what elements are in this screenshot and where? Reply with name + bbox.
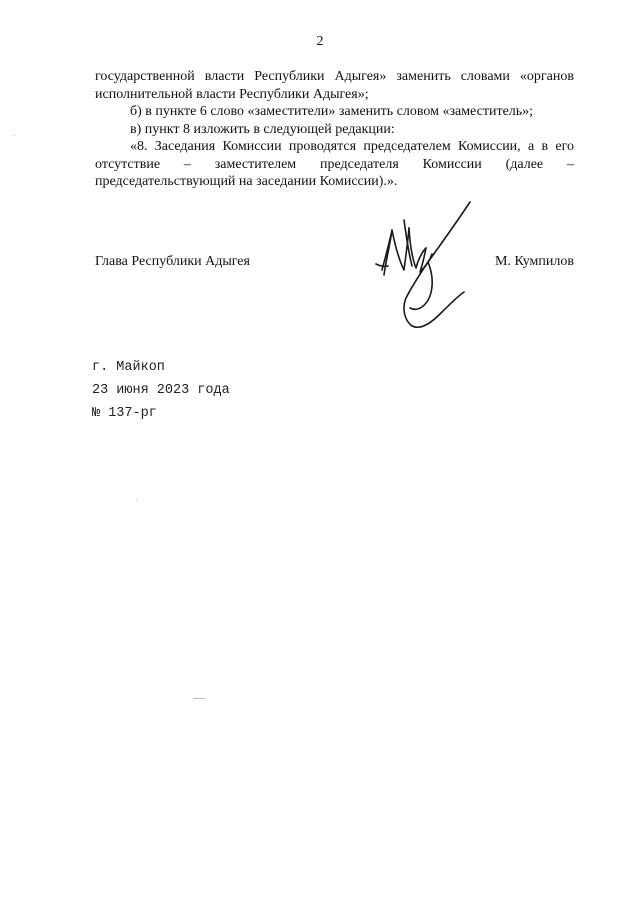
scan-speck (136, 499, 137, 500)
scan-speck (14, 135, 15, 136)
signer-name: М. Кумпилов (495, 254, 574, 269)
number-line: № 137-рг (92, 406, 157, 421)
signer-position: Глава Республики Адыгея (95, 254, 250, 269)
handwritten-signature (366, 200, 476, 335)
city-line: г. Майкоп (92, 360, 165, 375)
scan-speck (193, 698, 205, 699)
date-line: 23 июня 2023 года (92, 383, 230, 398)
place-date-block (92, 356, 230, 425)
document-body (95, 68, 574, 191)
paragraph-item-b: б) в пункте 6 слово «заместители» заменить словом «заместитель»; (130, 104, 534, 119)
signature-drawing (366, 200, 476, 335)
paragraph-new-clause-8: «8. Заседания Комиссии проводятся председателем Комиссии, а в его отсутствие – заместителем председателя Комиссии (далее – председательствующий на заседании Комиссии).». (95, 139, 574, 189)
page-number: 2 (316, 34, 324, 49)
paragraph-continuation: государственной власти Республики Адыгея» заменить словами «органов исполнительной власти Республики Адыгея»; (95, 69, 574, 102)
paragraph-item-v: в) пункт 8 изложить в следующей редакции: (130, 121, 395, 137)
signature-row (95, 254, 574, 274)
